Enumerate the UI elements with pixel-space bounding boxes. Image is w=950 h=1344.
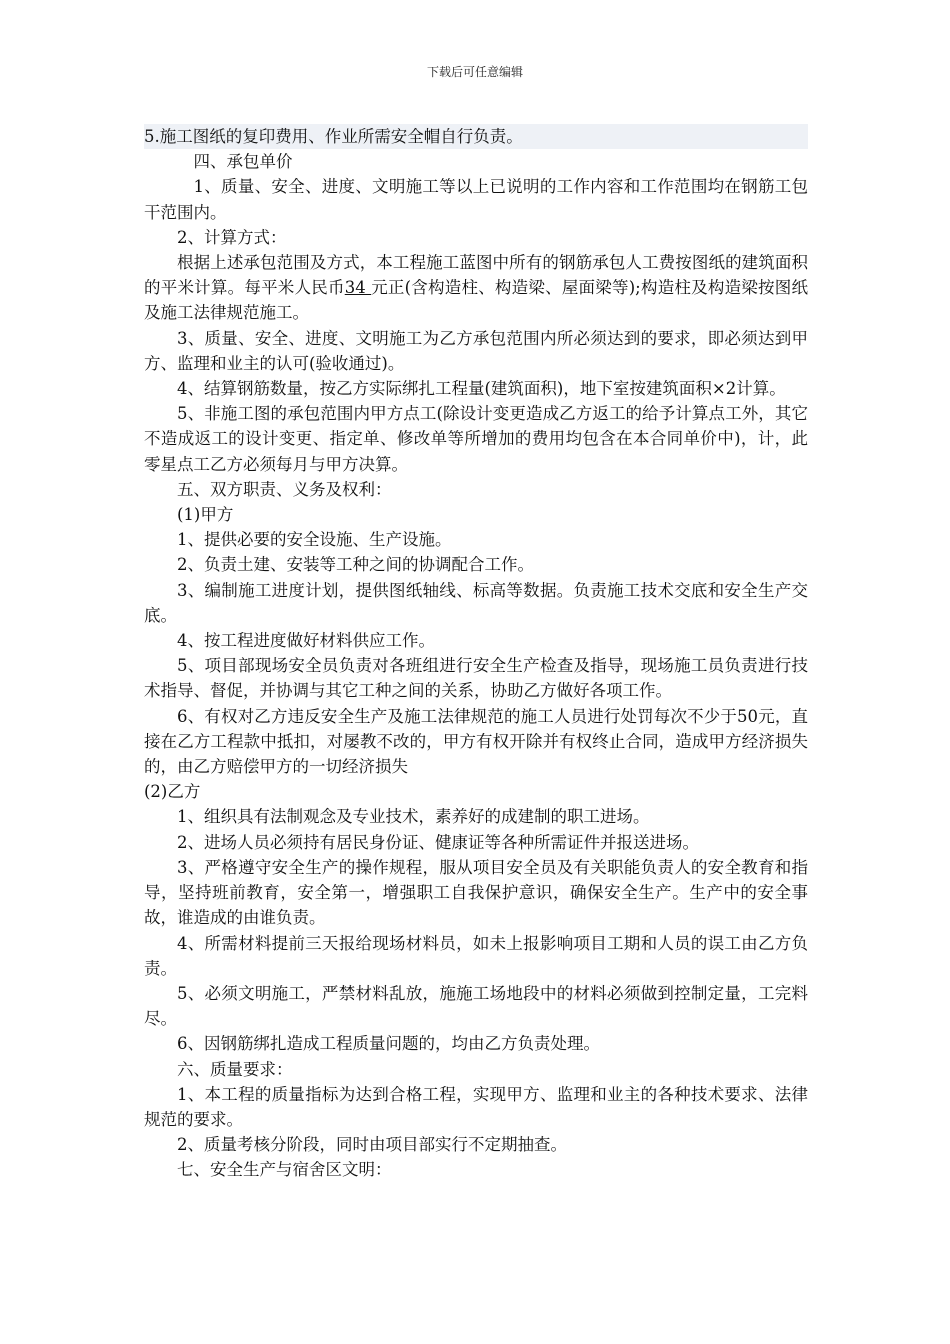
paragraph-b-5: 5、必须文明施工，严禁材料乱放，施施工场地段中的材料必须做到控制定量，工完料尽。: [144, 983, 808, 1029]
paragraph-b-2: 2、进场人员必须持有居民身份证、健康证等各种所需证件并报送进场。: [177, 832, 699, 852]
document-body: [144, 124, 808, 1183]
section-heading-duties: 五、双方职责、义务及权利：: [177, 479, 392, 499]
paragraph-a-5: 5、项目部现场安全员负责对各班组进行安全生产检查及指导，现场施工员负责进行技术指导、督促，并协调与其它工种之间的关系，协助乙方做好各项工作。: [144, 656, 808, 701]
subheading-party-b: (2)乙方: [144, 782, 201, 802]
paragraph-quality-requirement: 3、质量、安全、进度、文明施工为乙方承包范围内所必须达到的要求，即必须达到甲方、监理和业主的认可(验收通过)。: [144, 328, 808, 373]
page-header: 下载后可任意编辑: [426, 65, 523, 79]
calc-detail-part-1: 根据上述承包范围及方式，本工程施工蓝图中所有的钢筋承包人工费按图纸的建筑面积的平米计算。每平米人民币: [144, 253, 808, 298]
paragraph-quality-1: 1、本工程的质量指标为达到合格工程，实现甲方、监理和业主的各种技术要求、法律规范的要求。: [144, 1084, 808, 1129]
paragraph-a-4: 4、按工程进度做好材料供应工作。: [177, 631, 435, 651]
paragraph-blueprint-costs: 5.施工图纸的复印费用、作业所需安全帽自行负责。: [144, 124, 808, 149]
section-heading-safety: 七、安全生产与宿舍区文明：: [177, 1160, 392, 1180]
calc-detail-part-2: 元正(含构造柱、构造梁、屋面梁等);构造柱及构造梁按图纸及施工法律规范施工。: [144, 278, 808, 323]
unit-price-value: 34: [344, 278, 372, 298]
paragraph-calc-method: 2、计算方式：: [177, 227, 287, 247]
paragraph-b-6: 6、因钢筋绑扎造成工程质量问题的，均由乙方负责处理。: [177, 1034, 600, 1054]
paragraph-a-1: 1、提供必要的安全设施、生产设施。: [177, 530, 452, 550]
paragraph-b-3: 3、严格遵守安全生产的操作规程，服从项目安全员及有关职能负责人的安全教育和指导，坚持班前教育，安全第一，增强职工自我保护意识，确保安全生产。生产中的安全事故，谁造成的由谁负责。: [144, 857, 808, 928]
paragraph-extra-work: 5、非施工图的承包范围内甲方点工(除设计变更造成乙方返工的给予计算点工外，其它不造成返工的设计变更、指定单、修改单等所增加的费用均包含在本合同单价中)，计，此零星点工乙方必须每月与甲方决算。: [144, 404, 808, 474]
section-heading-quality: 六、质量要求：: [177, 1059, 293, 1079]
paragraph-a-6: 6、有权对乙方违反安全生产及施工法律规范的施工人员进行处罚每次不少于50元，直接在乙方工程款中抵扣，对屡教不改的，甲方有权开除并有权终止合同，造成甲方经济损失的，由乙方赔偿甲方的一切经济损失: [144, 706, 808, 777]
paragraph-a-3: 3、编制施工进度计划，提供图纸轴线、标高等数据。负责施工技术交底和安全生产交底。: [144, 580, 808, 625]
paragraph-scope: 1、质量、安全、进度、文明施工等以上已说明的工作内容和工作范围均在钢筋工包干范围内。: [144, 177, 808, 222]
paragraph-calc-detail: [144, 250, 808, 326]
paragraph-quality-2: 2、质量考核分阶段，同时由项目部实行不定期抽查。: [177, 1135, 567, 1155]
section-heading-unit-price: 四、承包单价: [193, 152, 293, 172]
paragraph-b-1: 1、组织具有法制观念及专业技术，素养好的成建制的职工进场。: [177, 807, 650, 827]
subheading-party-a: (1)甲方: [177, 505, 234, 525]
paragraph-settlement: 4、结算钢筋数量，按乙方实际绑扎工程量(建筑面积)，地下室按建筑面积×2计算。: [177, 379, 786, 399]
paragraph-a-2: 2、负责土建、安装等工种之间的协调配合工作。: [177, 555, 534, 575]
paragraph-b-4: 4、所需材料提前三天报给现场材料员，如未上报影响项目工期和人员的误工由乙方负责。: [144, 933, 808, 978]
